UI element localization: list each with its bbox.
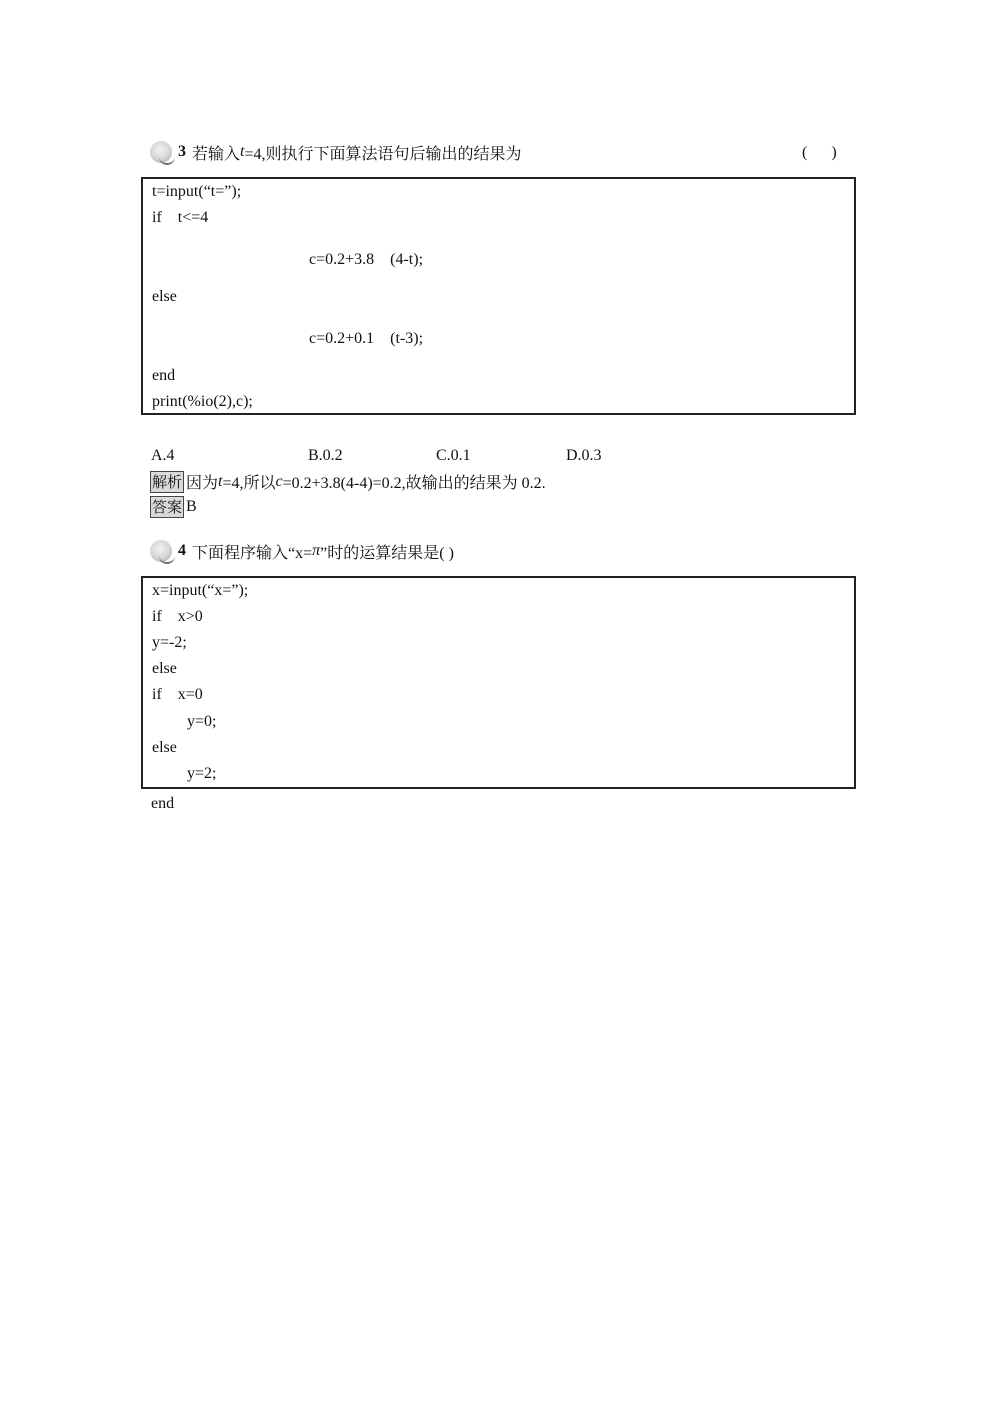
code-line-end: end	[151, 795, 175, 812]
question-3-header	[150, 140, 522, 164]
code-line: if t<=4	[152, 209, 209, 226]
code-line: y=-2;	[152, 634, 187, 651]
answer-tag: 答案	[152, 498, 183, 516]
code-line: else	[152, 739, 177, 756]
answer-blank: ( )	[802, 144, 837, 161]
code-line: x=input(“x=”);	[152, 582, 249, 599]
code-line: if x=0	[152, 686, 203, 703]
code-line: else	[152, 288, 177, 305]
answer-value: B	[186, 498, 197, 515]
question-stem-rest: ”时的运算结果是( )	[320, 544, 454, 562]
question-stem-rest: =4,则执行下面算法语句后输出的结果为	[244, 145, 522, 163]
question-variable: π	[312, 542, 321, 559]
analysis-variable: c	[275, 472, 283, 490]
analysis-tag: 解析	[152, 472, 183, 491]
code-line: else	[152, 660, 177, 677]
question-4-header	[150, 539, 454, 563]
question-bullet-icon	[150, 540, 172, 562]
question-number: 4	[178, 542, 186, 559]
option-a: A.4	[151, 447, 175, 464]
code-line: c=0.2+0.1 (t-3);	[309, 330, 424, 347]
code-line: end	[152, 367, 176, 384]
code-line: y=2;	[187, 765, 217, 782]
code-line: print(%io(2),c);	[152, 393, 253, 410]
analysis-text: =0.2+3.8(4-4)=0.2,故输出的结果为 0.2.	[282, 475, 546, 492]
code-line: c=0.2+3.8 (4-t);	[309, 251, 424, 268]
answer-row	[150, 496, 197, 518]
code-block-4	[141, 576, 856, 789]
analysis-variable: t	[218, 472, 223, 490]
option-c: C.0.1	[436, 447, 471, 464]
question-number: 3	[178, 143, 186, 160]
analysis-text: =4,所以	[222, 475, 276, 492]
question-stem: 下面程序输入“x=	[192, 544, 313, 562]
question-stem: 若输入	[192, 145, 241, 163]
code-line: y=0;	[187, 713, 217, 730]
question-bullet-icon	[150, 141, 172, 163]
analysis-row	[150, 470, 546, 493]
code-block-3	[141, 177, 856, 415]
option-d: D.0.3	[566, 447, 602, 464]
analysis-text: 因为	[186, 475, 219, 492]
code-line: if x>0	[152, 608, 203, 625]
question-variable: t	[240, 143, 245, 160]
code-line: t=input(“t=”);	[152, 183, 242, 200]
option-b: B.0.2	[308, 447, 343, 464]
